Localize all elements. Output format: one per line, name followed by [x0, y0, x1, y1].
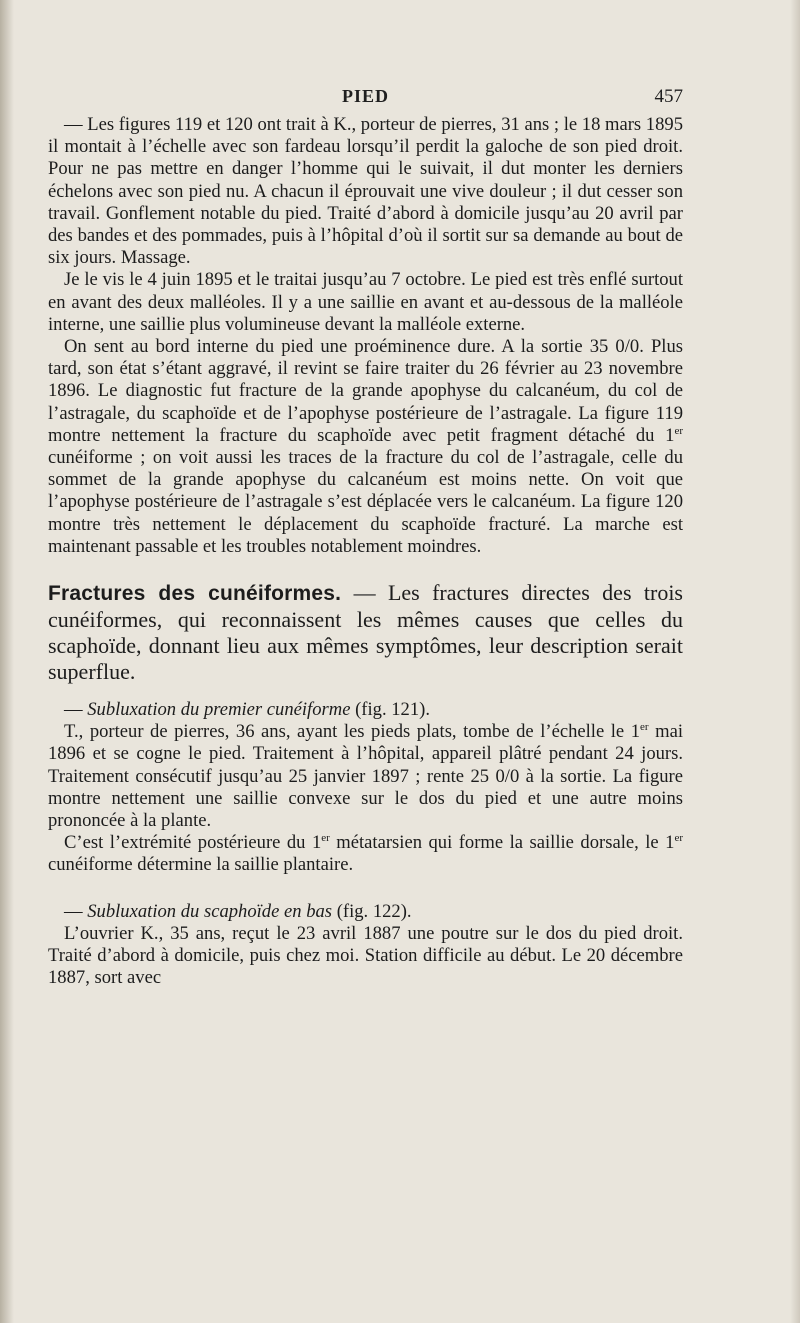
dash: — — [64, 900, 88, 922]
paragraph: — Les figures 119 et 120 ont trait à K., porteur de pierres, 31 ans ; le 18 mars 1895 il montait à l’échelle avec son fardeau lorsqu’il perdit la galoche de son pied droit. Pour ne pas mettre en danger l’homme qui le suivait, il dut monter les derniers échelons avec son pied nu. A chacun il éprouvait une vive douleur ; il dut cesser son travail. Gonflement notable du pied. Traité d’abord à domicile jusqu’au 20 avril par des bandes et des pommades, puis à l’hôpital d’où il sortit sur sa demande au bout de six jours. Massage. — [48, 114, 683, 269]
figure-ref: (fig. 121). — [350, 699, 430, 721]
text-run: T., porteur de pierres, 36 ans, ayant les pieds plats, tombe de l’échelle le 1 — [64, 721, 641, 743]
superscript: er — [640, 721, 649, 734]
superscript: er — [674, 424, 683, 437]
dash: — — [64, 699, 88, 721]
text-run: cunéiforme détermine la saillie plantaire. — [48, 854, 354, 876]
paragraph: Je le vis le 4 juin 1895 et le traitai jusqu’au 7 octobre. Le pied est très enflé surtout en avant des deux malléoles. Il y a une saillie en avant et au-dessous de la malléole interne, une saillie plus volumineuse devant la malléole externe. — [48, 269, 683, 335]
paragraph — [48, 336, 683, 558]
superscript: er — [321, 832, 330, 845]
text-run: cunéiforme ; on voit aussi les traces de la fracture du col de l’astragale, celle du sommet de la grande apophyse du calcanéum est moins nette. On voit que l’apophyse postérieure de l’astragale s’est déplacée vers le calcanéum. La figure 120 montre très nettement le déplacement du scaphoïde fracturé. La marche est maintenant passable et les troubles notablement moindres. — [48, 447, 683, 557]
running-title: PIED — [341, 86, 389, 106]
paragraph — [48, 832, 683, 876]
figure-ref: (fig. 122). — [332, 900, 412, 922]
section-text: — Les fractures directes des trois cunéiformes, qui reconnaissent les mêmes causes que celles du scaphoïde, donnant lieu aux mêmes symptômes, leur description serait superflue. — [48, 580, 683, 685]
page-number: 457 — [654, 86, 683, 107]
body-text — [48, 114, 683, 990]
text-run: métatarsien qui forme la saillie dorsale, le 1 — [329, 832, 675, 854]
superscript: er — [674, 832, 683, 845]
section-paragraph — [48, 580, 683, 685]
text-run: On sent au bord interne du pied une proéminence dure. A la sortie 35 0/0. Plus tard, son état s’étant aggravé, il revint se faire traiter du 26 février au 23 novembre 1896. Le diagnostic fut fracture de la grande apophyse du calcanéum, du col de l’astragale, du scaphoïde et de l’apophyse postérieure de l’astragale. La figure 119 montre nettement la fracture du scaphoïde avec petit fragment détaché du 1 — [48, 336, 683, 446]
case-title: Subluxation du premier cunéiforme — [87, 699, 351, 721]
running-header — [48, 86, 683, 108]
section-heading: Fractures des cunéiformes. — [48, 582, 342, 606]
text-run: mai 1896 et se cogne le pied. Traitement à l’hôpital, appareil plâtré pendant 24 jours. Traitement consécutif jusqu’au 25 janvier 1897 ; rente 25 0/0 à la sortie. La figure montre nettement une saillie convexe sur le dos du pied et une autre moins prononcée à la plante. — [48, 721, 683, 832]
case-heading — [48, 699, 683, 721]
paragraph — [48, 721, 683, 832]
case-title: Subluxation du scaphoïde en bas — [87, 900, 333, 922]
text-run: C’est l’extrémité postérieure du 1 — [64, 832, 322, 854]
paragraph: L’ouvrier K., 35 ans, reçut le 23 avril 1887 une poutre sur le dos du pied droit. Traité d’abord à domicile, puis chez moi. Station difficile au début. Le 20 décembre 1887, sort avec — [48, 922, 683, 989]
case-heading — [48, 901, 683, 923]
